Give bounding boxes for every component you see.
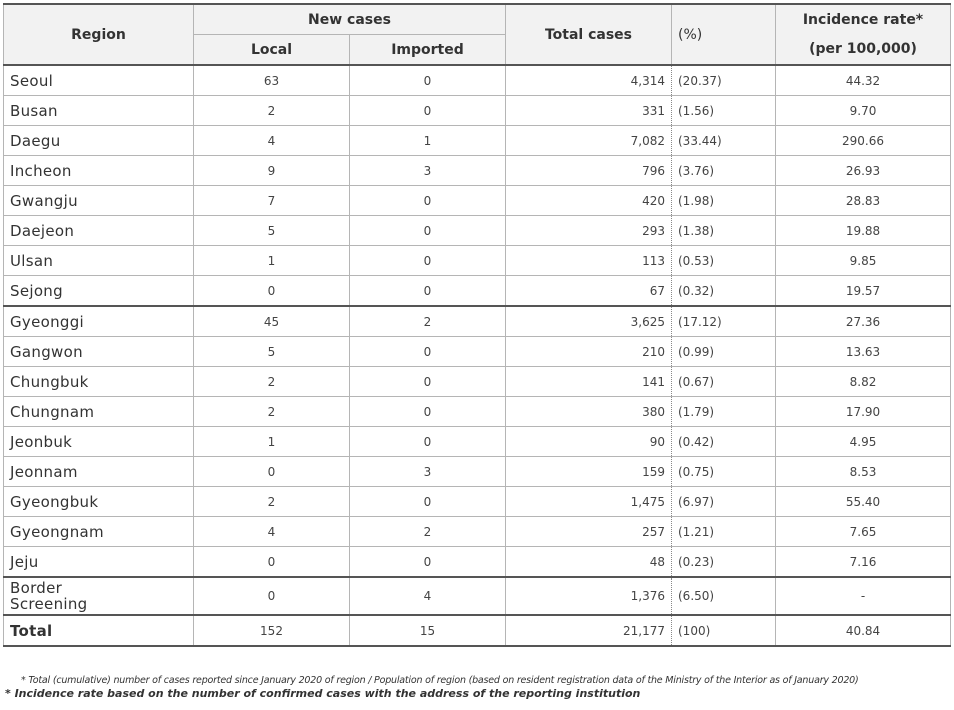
table-row — [4, 547, 951, 578]
region-cell: Chungnam — [4, 397, 194, 427]
imported-cell: 0 — [350, 367, 506, 397]
percent-cell: (100) — [672, 615, 776, 646]
region-cell: Gyeongbuk — [4, 487, 194, 517]
table-row-border-screening — [4, 577, 951, 615]
percent-cell: (6.50) — [672, 577, 776, 615]
header-local: Local — [194, 35, 350, 66]
imported-cell: 15 — [350, 615, 506, 646]
table-row — [4, 397, 951, 427]
table-row — [4, 126, 951, 156]
local-cell: 5 — [194, 216, 350, 246]
percent-cell: (1.79) — [672, 397, 776, 427]
rate-cell: 7.16 — [776, 547, 951, 578]
total-cell: 113 — [506, 246, 672, 276]
table-row — [4, 487, 951, 517]
percent-cell: (0.67) — [672, 367, 776, 397]
table-row — [4, 306, 951, 337]
table-row — [4, 427, 951, 457]
local-cell: 45 — [194, 306, 350, 337]
region-cell: Busan — [4, 96, 194, 126]
header-incidence-rate-label: Incidence rate* — [802, 11, 924, 28]
total-cell: 1,376 — [506, 577, 672, 615]
region-cell: Gyeonggi — [4, 306, 194, 337]
header-imported: Imported — [350, 35, 506, 66]
table-row — [4, 216, 951, 246]
local-cell: 63 — [194, 65, 350, 96]
region-cell: Total — [4, 615, 194, 646]
imported-cell: 4 — [350, 577, 506, 615]
rate-cell: 290.66 — [776, 126, 951, 156]
imported-cell: 0 — [350, 246, 506, 276]
percent-cell: (0.23) — [672, 547, 776, 578]
header-new-cases: New cases — [194, 4, 506, 35]
percent-cell: (0.75) — [672, 457, 776, 487]
table-row — [4, 186, 951, 216]
total-cell: 331 — [506, 96, 672, 126]
table-row — [4, 457, 951, 487]
rate-cell: 9.85 — [776, 246, 951, 276]
table-header — [4, 4, 951, 65]
region-cell: Jeonbuk — [4, 427, 194, 457]
total-cell: 159 — [506, 457, 672, 487]
percent-cell: (20.37) — [672, 65, 776, 96]
total-cell: 21,177 — [506, 615, 672, 646]
local-cell: 4 — [194, 517, 350, 547]
rate-cell: 7.65 — [776, 517, 951, 547]
percent-cell: (0.42) — [672, 427, 776, 457]
rate-cell: 27.36 — [776, 306, 951, 337]
rate-cell: 19.88 — [776, 216, 951, 246]
rate-cell: 28.83 — [776, 186, 951, 216]
local-cell: 0 — [194, 577, 350, 615]
footnote-total-cumulative: * Total (cumulative) number of cases reported since January 2020 of region / Population of region (based on resident registration data of the Ministry of the Interior as of January 2020) — [21, 675, 859, 686]
region-cell: Chungbuk — [4, 367, 194, 397]
percent-cell: (1.38) — [672, 216, 776, 246]
imported-cell: 0 — [350, 276, 506, 307]
local-cell: 152 — [194, 615, 350, 646]
total-cell: 48 — [506, 547, 672, 578]
region-cell — [4, 577, 194, 615]
total-cell: 4,314 — [506, 65, 672, 96]
region-cell: Daegu — [4, 126, 194, 156]
table-row — [4, 246, 951, 276]
rate-cell: 4.95 — [776, 427, 951, 457]
total-cell: 380 — [506, 397, 672, 427]
region-cell: Gangwon — [4, 337, 194, 367]
percent-cell: (1.21) — [672, 517, 776, 547]
total-cell: 1,475 — [506, 487, 672, 517]
table-row — [4, 367, 951, 397]
rate-cell: 26.93 — [776, 156, 951, 186]
imported-cell: 2 — [350, 517, 506, 547]
region-cell: Seoul — [4, 65, 194, 96]
header-total-cases: Total cases — [506, 4, 672, 65]
total-cell: 90 — [506, 427, 672, 457]
rate-cell: 44.32 — [776, 65, 951, 96]
local-cell: 0 — [194, 276, 350, 307]
rate-cell: 8.53 — [776, 457, 951, 487]
region-cell-line1: Border — [10, 579, 63, 597]
region-cell: Ulsan — [4, 246, 194, 276]
total-cell: 141 — [506, 367, 672, 397]
percent-cell: (0.99) — [672, 337, 776, 367]
total-cell: 3,625 — [506, 306, 672, 337]
region-cell: Gyeongnam — [4, 517, 194, 547]
total-cell: 420 — [506, 186, 672, 216]
table-row — [4, 276, 951, 307]
header-region: Region — [4, 4, 194, 65]
imported-cell: 0 — [350, 186, 506, 216]
rate-cell: 8.82 — [776, 367, 951, 397]
local-cell: 2 — [194, 397, 350, 427]
percent-cell: (33.44) — [672, 126, 776, 156]
footnote-incidence-rate: * Incidence rate based on the number of confirmed cases with the address of the reporting institution — [5, 687, 641, 700]
region-cell: Jeonnam — [4, 457, 194, 487]
percent-cell: (17.12) — [672, 306, 776, 337]
rate-cell: 13.63 — [776, 337, 951, 367]
total-cell: 67 — [506, 276, 672, 307]
percent-cell: (6.97) — [672, 487, 776, 517]
region-cell: Daejeon — [4, 216, 194, 246]
imported-cell: 3 — [350, 156, 506, 186]
total-cell: 7,082 — [506, 126, 672, 156]
table-row — [4, 517, 951, 547]
total-cell: 293 — [506, 216, 672, 246]
imported-cell: 3 — [350, 457, 506, 487]
local-cell: 2 — [194, 487, 350, 517]
percent-cell: (1.56) — [672, 96, 776, 126]
imported-cell: 0 — [350, 96, 506, 126]
region-cell: Incheon — [4, 156, 194, 186]
percent-cell: (0.53) — [672, 246, 776, 276]
imported-cell: 2 — [350, 306, 506, 337]
total-cell: 796 — [506, 156, 672, 186]
percent-cell: (0.32) — [672, 276, 776, 307]
imported-cell: 0 — [350, 427, 506, 457]
imported-cell: 0 — [350, 547, 506, 578]
footnotes — [5, 675, 950, 700]
local-cell: 0 — [194, 457, 350, 487]
percent-cell: (3.76) — [672, 156, 776, 186]
local-cell: 2 — [194, 367, 350, 397]
imported-cell: 0 — [350, 397, 506, 427]
rate-cell: - — [776, 577, 951, 615]
local-cell: 9 — [194, 156, 350, 186]
region-cell: Jeju — [4, 547, 194, 578]
region-cell: Gwangju — [4, 186, 194, 216]
header-incidence-rate — [776, 4, 951, 65]
table-row — [4, 96, 951, 126]
imported-cell: 0 — [350, 65, 506, 96]
header-incidence-rate-unit: (per 100,000) — [809, 40, 917, 57]
cases-by-region-table — [3, 3, 951, 647]
local-cell: 5 — [194, 337, 350, 367]
rate-cell: 40.84 — [776, 615, 951, 646]
table-row — [4, 337, 951, 367]
percent-cell: (1.98) — [672, 186, 776, 216]
rate-cell: 55.40 — [776, 487, 951, 517]
imported-cell: 0 — [350, 216, 506, 246]
local-cell: 0 — [194, 547, 350, 578]
imported-cell: 0 — [350, 487, 506, 517]
table-row — [4, 65, 951, 96]
imported-cell: 0 — [350, 337, 506, 367]
imported-cell: 1 — [350, 126, 506, 156]
local-cell: 2 — [194, 96, 350, 126]
table-row — [4, 156, 951, 186]
total-cell: 257 — [506, 517, 672, 547]
local-cell: 7 — [194, 186, 350, 216]
table-body — [4, 65, 951, 646]
local-cell: 1 — [194, 427, 350, 457]
table-row-total — [4, 615, 951, 646]
local-cell: 4 — [194, 126, 350, 156]
total-cell: 210 — [506, 337, 672, 367]
region-cell: Sejong — [4, 276, 194, 307]
local-cell: 1 — [194, 246, 350, 276]
rate-cell: 9.70 — [776, 96, 951, 126]
header-percent: (%) — [672, 4, 776, 65]
region-cell-line2: Screening — [10, 595, 88, 613]
rate-cell: 17.90 — [776, 397, 951, 427]
rate-cell: 19.57 — [776, 276, 951, 307]
